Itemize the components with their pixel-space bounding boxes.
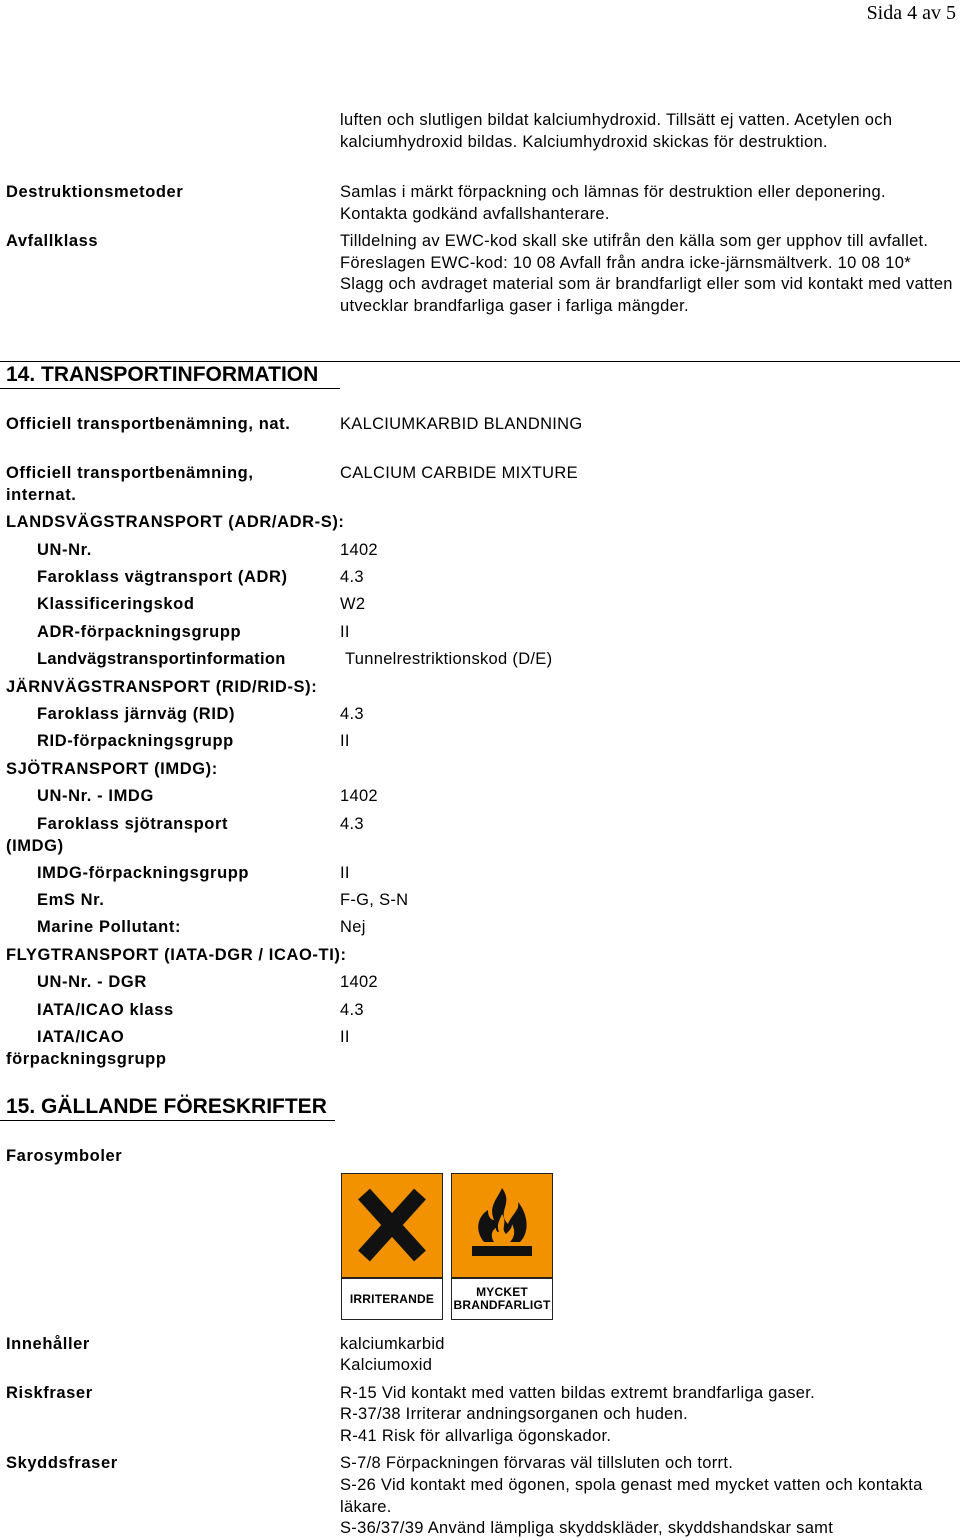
riskfras-3: R-41 Risk för allvarliga ögonskador.: [340, 1427, 612, 1445]
marine-label: Marine Pollutant:: [37, 918, 182, 936]
skyddsfraser-label: Skyddsfraser: [6, 1454, 118, 1472]
adr-un-label: UN-Nr.: [37, 541, 92, 559]
rid-heading: JÄRNVÄGSTRANSPORT (RID/RID-S):: [6, 678, 318, 696]
adr-code-value: W2: [340, 595, 366, 613]
imdg-class-label: Faroklass sjötransport (IMDG): [6, 815, 229, 855]
ems-label: EmS Nr.: [37, 891, 105, 909]
page-number: Sida 4 av 5: [866, 2, 956, 24]
riskfraser-label: Riskfraser: [6, 1384, 93, 1402]
imdg-heading: SJÖTRANSPORT (IMDG):: [6, 760, 218, 778]
imdg-class-value: 4.3: [340, 815, 364, 833]
symbol-label: MYCKET BRANDFARLIGT: [452, 1277, 552, 1319]
nat-value: KALCIUMKARBID BLANDNING: [340, 415, 583, 433]
internat-label: Officiell transportbenämning, internat.: [6, 464, 254, 504]
farosymboler-label: Farosymboler: [6, 1147, 123, 1165]
iata-pack-label: IATA/ICAO förpackningsgrupp: [6, 1028, 167, 1068]
avfallklass-value: Tilldelning av EWC-kod skall ske utifrån den källa som ger upphov till avfallet. Föreslagen EWC-kod: 10 08 Avfall från andra icke-järnsmältverk. 10 08 10* Slagg och avdraget material som är brandfarligt eller som vid kontakt med vatten utvecklar brandfarliga gaser i farliga mängder.: [340, 232, 953, 315]
iata-class-label: IATA/ICAO klass: [37, 1001, 174, 1019]
rid-class-value: 4.3: [340, 705, 364, 723]
adr-code-label: Klassificeringskod: [37, 595, 195, 613]
adr-un-value: 1402: [340, 541, 378, 559]
adr-pack-label: ADR-förpackningsgrupp: [37, 623, 242, 641]
destruktion-label: Destruktionsmetoder: [6, 183, 184, 201]
x-cross-icon: [352, 1184, 432, 1269]
adr-class-label: Faroklass vägtransport (ADR): [37, 568, 288, 586]
heading-underline: [0, 388, 340, 389]
adr-info-value: Tunnelrestriktionskod (D/E): [345, 650, 553, 668]
iata-heading: FLYGTRANSPORT (IATA-DGR / ICAO-TI):: [6, 946, 347, 964]
skyddsfras-3: S-36/37/39 Använd lämpliga skyddskläder, skyddshandskar samt: [340, 1519, 834, 1537]
rid-pack-label: RID-förpackningsgrupp: [37, 732, 234, 750]
imdg-un-value: 1402: [340, 787, 378, 805]
iata-pack-value: II: [340, 1028, 350, 1046]
iata-un-label: UN-Nr. - DGR: [37, 973, 147, 991]
flame-icon: [462, 1184, 542, 1269]
internat-value: CALCIUM CARBIDE MIXTURE: [340, 464, 578, 482]
nat-label: Officiell transportbenämning, nat.: [6, 415, 291, 433]
innehaller-label: Innehåller: [6, 1335, 90, 1353]
continued-text: luften och slutligen bildat kalciumhydroxid. Tillsätt ej vatten. Acetylen och kalciumhydroxid bildas. Kalciumhydroxid skickas för destruktion.: [340, 111, 893, 151]
rid-class-label: Faroklass järnväg (RID): [37, 705, 236, 723]
destruktion-value: Samlas i märkt förpackning och lämnas för destruktion eller deponering. Kontakta godkänd avfallshanterare.: [340, 183, 886, 223]
adr-heading: LANDSVÄGSTRANSPORT (ADR/ADR-S):: [6, 513, 345, 531]
avfallklass-label: Avfallklass: [6, 232, 99, 250]
imdg-pack-value: II: [340, 864, 350, 882]
imdg-pack-label: IMDG-förpackningsgrupp: [37, 864, 250, 882]
skyddsfras-2: S-26 Vid kontakt med ögonen, spola genast med mycket vatten och kontakta läkare.: [340, 1476, 923, 1516]
hazard-symbol-flammable: [451, 1173, 553, 1320]
skyddsfras-1: S-7/8 Förpackningen förvaras väl tillsluten och torrt.: [340, 1454, 734, 1472]
innehaller-value-1: kalciumkarbid: [340, 1335, 445, 1353]
riskfras-2: R-37/38 Irriterar andningsorganen och huden.: [340, 1405, 689, 1423]
ems-value: F-G, S-N: [340, 891, 409, 909]
section-15-heading: 15. GÄLLANDE FÖRESKRIFTER: [6, 1095, 327, 1118]
iata-un-value: 1402: [340, 973, 378, 991]
adr-class-value: 4.3: [340, 568, 364, 586]
adr-pack-value: II: [340, 623, 350, 641]
imdg-un-label: UN-Nr. - IMDG: [37, 787, 154, 805]
adr-info-label: Landvägstransportinformation: [37, 650, 286, 668]
heading-underline: [0, 1120, 335, 1121]
riskfras-1: R-15 Vid kontakt med vatten bildas extremt brandfarliga gaser.: [340, 1384, 816, 1402]
rid-pack-value: II: [340, 732, 350, 750]
hazard-symbol-irritant: [341, 1173, 443, 1320]
innehaller-value-2: Kalciumoxid: [340, 1356, 433, 1374]
symbol-label: IRRITERANDE: [342, 1277, 442, 1319]
section-14-heading: 14. TRANSPORTINFORMATION: [6, 363, 319, 386]
marine-value: Nej: [340, 918, 366, 936]
iata-class-value: 4.3: [340, 1001, 364, 1019]
